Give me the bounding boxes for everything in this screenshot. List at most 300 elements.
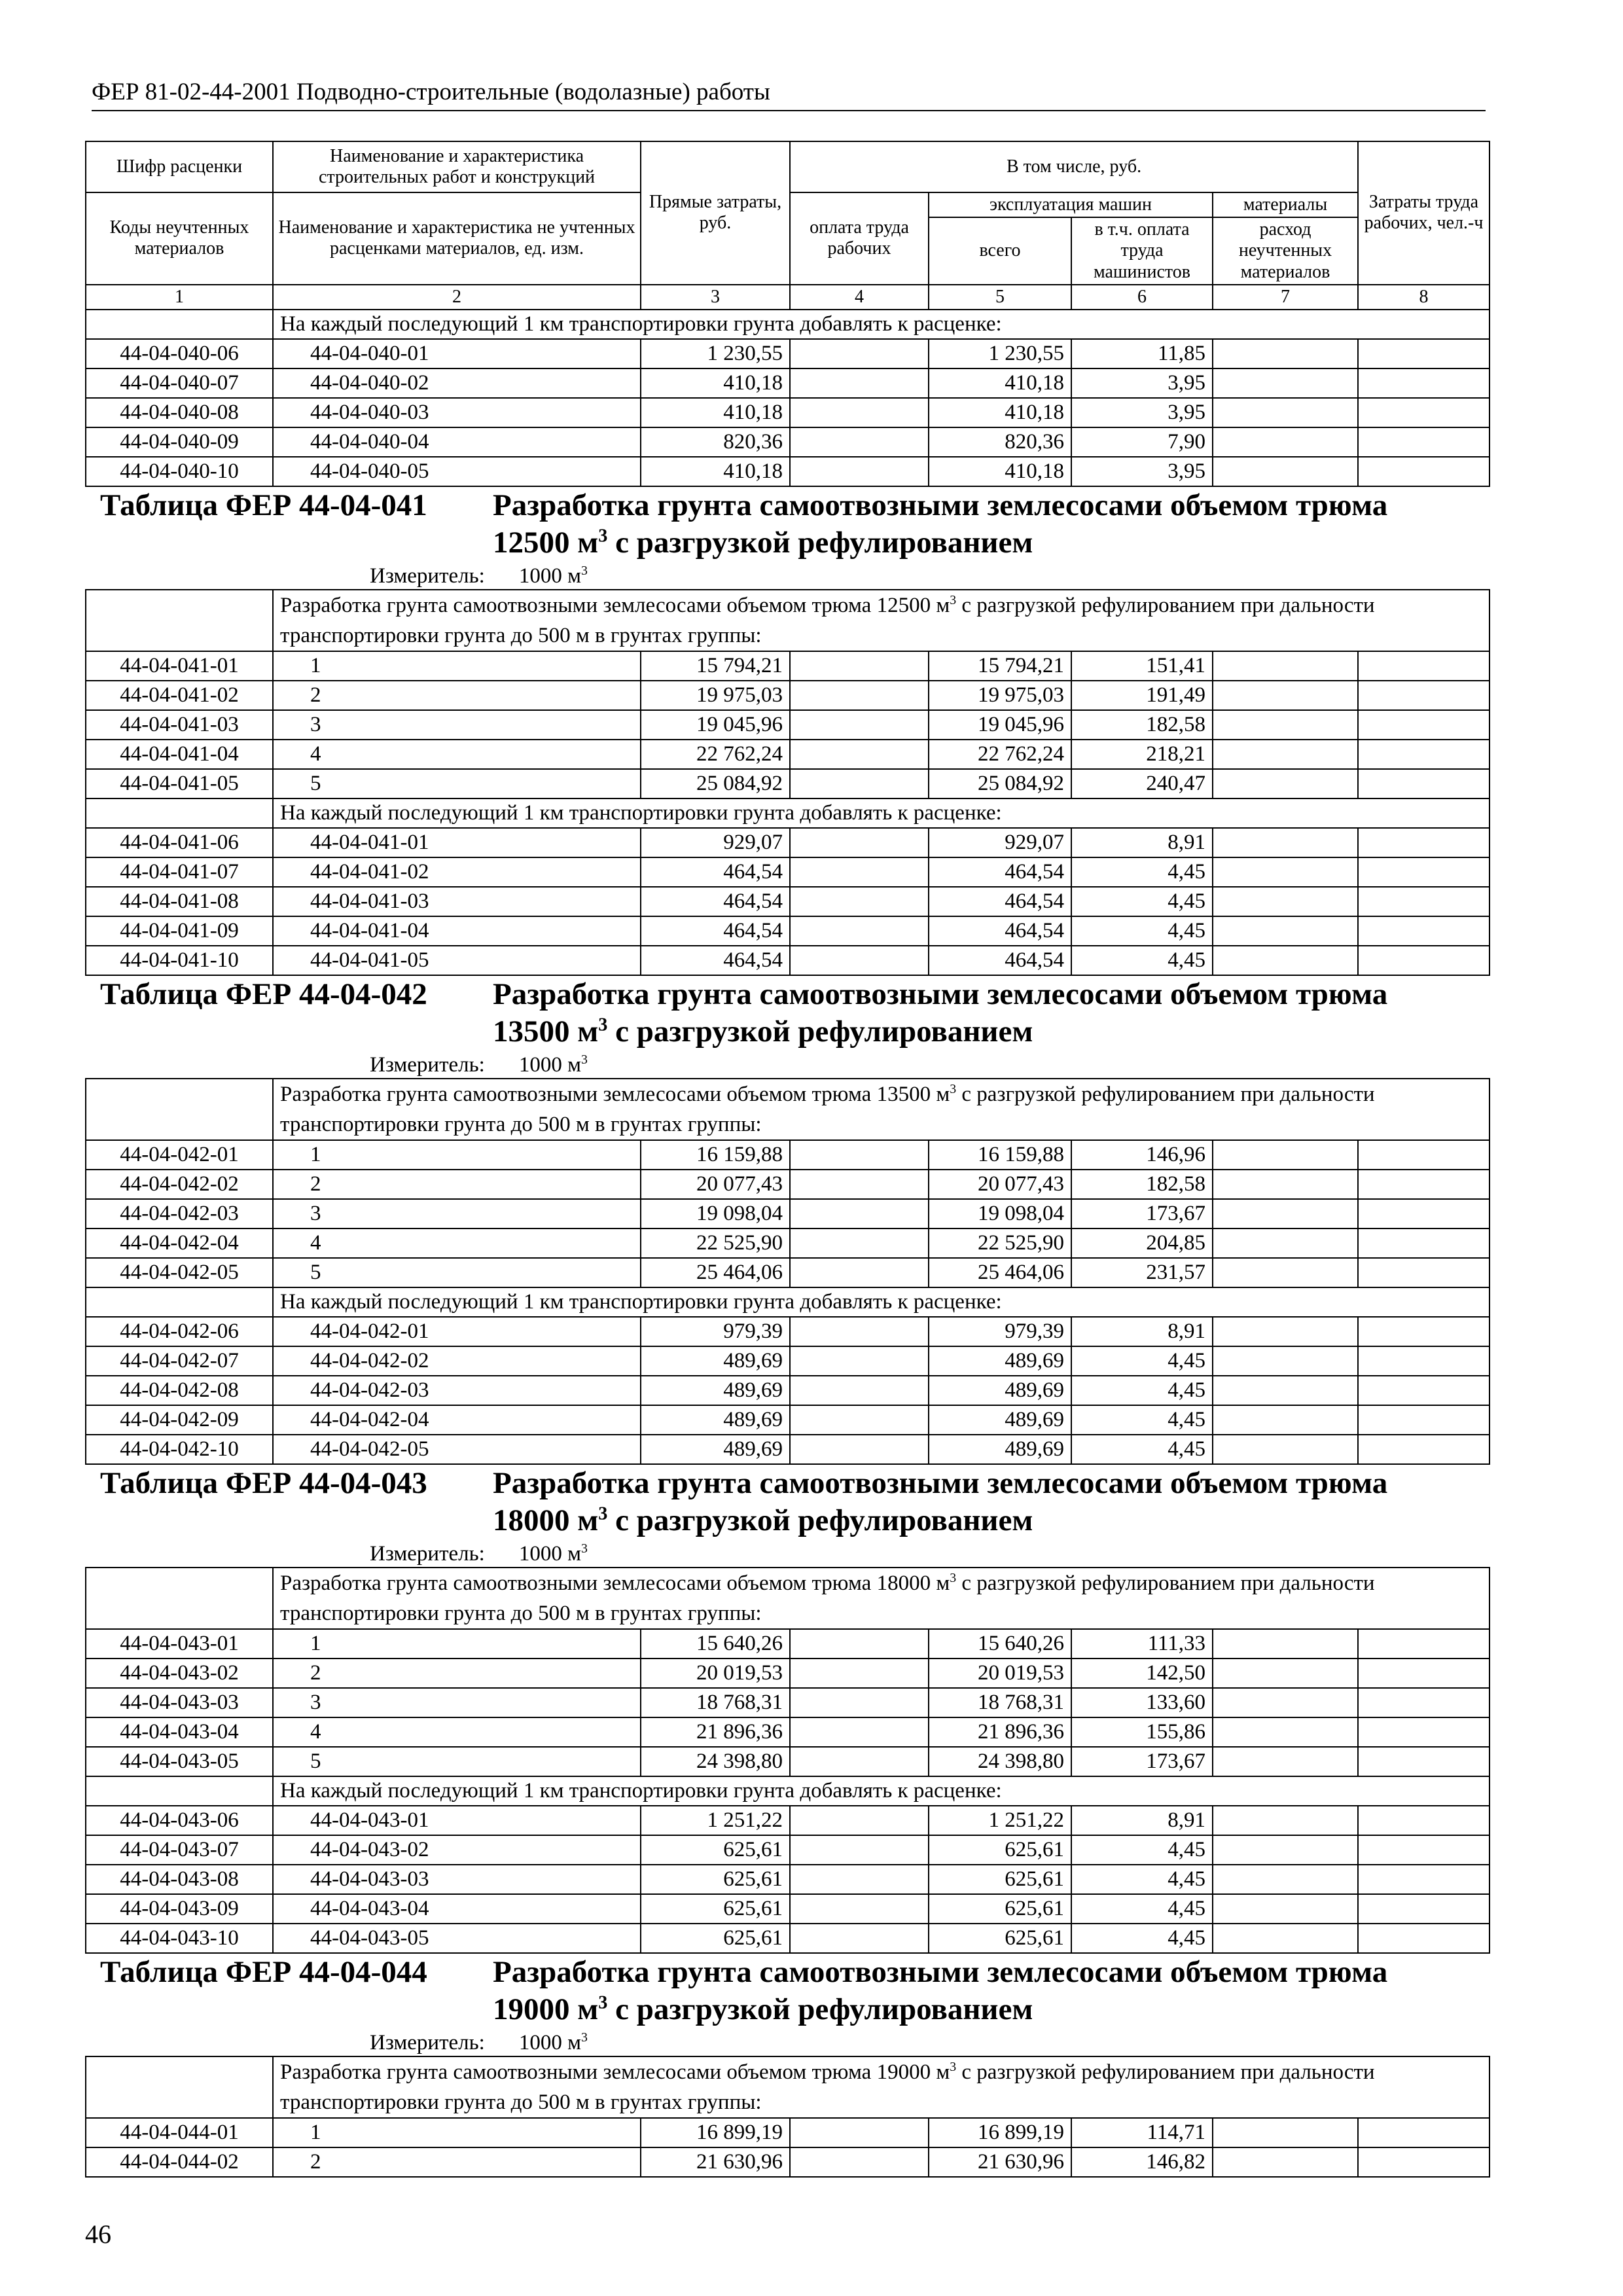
labor-cost bbox=[1358, 1688, 1489, 1717]
rate-name: 1 bbox=[273, 2118, 641, 2147]
table-row bbox=[86, 1835, 1489, 1865]
title-volume: 12500 м bbox=[493, 525, 599, 560]
table-row bbox=[86, 916, 1489, 946]
rate-code: 44-04-043-05 bbox=[86, 1747, 273, 1776]
materials-consumption bbox=[1213, 1435, 1358, 1464]
rate-code: 44-04-043-09 bbox=[86, 1894, 273, 1924]
labor-cost bbox=[1358, 1747, 1489, 1776]
rate-code: 44-04-042-02 bbox=[86, 1170, 273, 1199]
labor-cost bbox=[1358, 1346, 1489, 1376]
materials-consumption bbox=[1213, 887, 1358, 916]
table-body bbox=[86, 310, 1489, 2177]
direct-cost: 22 525,90 bbox=[641, 1229, 790, 1258]
table-row bbox=[86, 710, 1489, 740]
machines-total: 1 251,22 bbox=[929, 1806, 1071, 1835]
rate-code: 44-04-042-06 bbox=[86, 1317, 273, 1346]
rate-code: 44-04-043-04 bbox=[86, 1717, 273, 1747]
labor-cost bbox=[1358, 1835, 1489, 1865]
description-sup: 3 bbox=[950, 1570, 957, 1585]
materials-consumption bbox=[1213, 1894, 1358, 1924]
labor-cost bbox=[1358, 681, 1489, 710]
materials-consumption bbox=[1213, 1835, 1358, 1865]
labor-cost bbox=[1358, 1717, 1489, 1747]
machines-pay: 4,45 bbox=[1071, 946, 1213, 975]
table-row bbox=[86, 457, 1489, 486]
description-part: с разгрузкой рефулированием при дальности транспортировки грунта до 500 м в грунтах группы: bbox=[280, 1571, 1375, 1625]
labor-pay bbox=[790, 887, 929, 916]
rate-code: 44-04-041-01 bbox=[86, 651, 273, 681]
labor-cost bbox=[1358, 1629, 1489, 1659]
rate-code: 44-04-043-01 bbox=[86, 1629, 273, 1659]
machines-total: 625,61 bbox=[929, 1865, 1071, 1894]
direct-cost: 16 159,88 bbox=[641, 1140, 790, 1170]
machines-total: 19 098,04 bbox=[929, 1199, 1071, 1229]
labor-cost bbox=[1358, 1229, 1489, 1258]
title-rest: с разгрузкой рефулированием bbox=[607, 1014, 1033, 1049]
table-title-row bbox=[86, 1953, 1489, 2056]
table-row bbox=[86, 1435, 1489, 1464]
materials-consumption bbox=[1213, 1659, 1358, 1688]
note-text: На каждый последующий 1 км транспортировки грунта добавлять к расценке: bbox=[273, 310, 1489, 339]
labor-pay bbox=[790, 2118, 929, 2147]
labor-cost bbox=[1358, 427, 1489, 457]
machines-pay: 3,95 bbox=[1071, 368, 1213, 398]
table-row bbox=[86, 1806, 1489, 1835]
labor-pay bbox=[790, 1835, 929, 1865]
materials-consumption bbox=[1213, 1258, 1358, 1287]
machines-pay: 4,45 bbox=[1071, 1376, 1213, 1405]
measure-value: 1000 м bbox=[518, 564, 581, 588]
measure-unit bbox=[370, 563, 1483, 589]
description-sup: 3 bbox=[950, 2059, 957, 2074]
rate-name: 5 bbox=[273, 769, 641, 798]
materials-consumption bbox=[1213, 651, 1358, 681]
measure-sup: 3 bbox=[581, 2030, 588, 2045]
col-code-header: Шифр расценки bbox=[86, 141, 273, 192]
measure-label: Измеритель: bbox=[370, 564, 485, 588]
table-row bbox=[86, 828, 1489, 857]
title-unit-sup: 3 bbox=[598, 526, 608, 547]
machines-total: 464,54 bbox=[929, 946, 1071, 975]
table-row bbox=[86, 1140, 1489, 1170]
table-row bbox=[86, 339, 1489, 368]
direct-cost: 929,07 bbox=[641, 828, 790, 857]
title-volume: 18000 м bbox=[493, 1503, 599, 1537]
rate-code: 44-04-041-10 bbox=[86, 946, 273, 975]
measure-unit bbox=[370, 1541, 1483, 1567]
rate-code: 44-04-041-03 bbox=[86, 710, 273, 740]
labor-pay bbox=[790, 368, 929, 398]
table-title-line2 bbox=[493, 524, 1483, 562]
rate-code: 44-04-044-02 bbox=[86, 2147, 273, 2177]
machines-pay: 8,91 bbox=[1071, 1806, 1213, 1835]
materials-consumption bbox=[1213, 916, 1358, 946]
labor-pay bbox=[790, 1376, 929, 1405]
rate-name: 44-04-043-01 bbox=[273, 1806, 641, 1835]
materials-consumption bbox=[1213, 2147, 1358, 2177]
title-volume: 13500 м bbox=[493, 1014, 599, 1049]
table-title bbox=[370, 1954, 1483, 2056]
machines-total: 410,18 bbox=[929, 368, 1071, 398]
machines-total: 22 762,24 bbox=[929, 740, 1071, 769]
rate-name: 1 bbox=[273, 1140, 641, 1170]
labor-pay bbox=[790, 916, 929, 946]
rate-code: 44-04-043-06 bbox=[86, 1806, 273, 1835]
col-unaccounted-name-header: Наименование и характеристика не учтенных расценками материалов, ед. изм. bbox=[273, 192, 641, 285]
machines-total: 20 077,43 bbox=[929, 1170, 1071, 1199]
description-text bbox=[273, 2056, 1489, 2118]
rate-code: 44-04-044-01 bbox=[86, 2118, 273, 2147]
table-row bbox=[86, 1894, 1489, 1924]
table-row bbox=[86, 1258, 1489, 1287]
labor-cost bbox=[1358, 368, 1489, 398]
rate-code: 44-04-041-06 bbox=[86, 828, 273, 857]
table-row bbox=[86, 1170, 1489, 1199]
measure-label: Измеритель: bbox=[370, 1052, 485, 1077]
machines-pay: 4,45 bbox=[1071, 1435, 1213, 1464]
direct-cost: 489,69 bbox=[641, 1376, 790, 1405]
machines-total: 464,54 bbox=[929, 916, 1071, 946]
labor-cost bbox=[1358, 398, 1489, 427]
machines-pay: 8,91 bbox=[1071, 828, 1213, 857]
machines-pay: 4,45 bbox=[1071, 857, 1213, 887]
direct-cost: 1 230,55 bbox=[641, 339, 790, 368]
machines-total: 15 640,26 bbox=[929, 1629, 1071, 1659]
labor-pay bbox=[790, 2147, 929, 2177]
note-text: На каждый последующий 1 км транспортировки грунта добавлять к расценке: bbox=[273, 1287, 1489, 1317]
rate-code: 44-04-042-07 bbox=[86, 1346, 273, 1376]
rate-code: 44-04-042-08 bbox=[86, 1376, 273, 1405]
rate-name: 44-04-043-03 bbox=[273, 1865, 641, 1894]
rate-name: 44-04-042-05 bbox=[273, 1435, 641, 1464]
direct-cost: 22 762,24 bbox=[641, 740, 790, 769]
note-empty-cell bbox=[86, 798, 273, 828]
labor-pay bbox=[790, 339, 929, 368]
rate-code: 44-04-041-05 bbox=[86, 769, 273, 798]
description-text bbox=[273, 1568, 1489, 1629]
machines-pay: 173,67 bbox=[1071, 1199, 1213, 1229]
document-header: ФЕР 81-02-44-2001 Подводно-строительные (водолазные) работы bbox=[92, 77, 1486, 111]
materials-consumption bbox=[1213, 457, 1358, 486]
labor-cost bbox=[1358, 857, 1489, 887]
rate-code: 44-04-042-05 bbox=[86, 1258, 273, 1287]
note-empty-cell bbox=[86, 310, 273, 339]
direct-cost: 410,18 bbox=[641, 398, 790, 427]
col-number: 2 bbox=[273, 285, 641, 310]
table-row bbox=[86, 368, 1489, 398]
measure-value: 1000 м bbox=[518, 1052, 581, 1077]
machines-pay: 155,86 bbox=[1071, 1717, 1213, 1747]
labor-pay bbox=[790, 1346, 929, 1376]
rate-code: 44-04-042-10 bbox=[86, 1435, 273, 1464]
materials-consumption bbox=[1213, 1717, 1358, 1747]
direct-cost: 24 398,80 bbox=[641, 1747, 790, 1776]
rate-name: 44-04-043-04 bbox=[273, 1894, 641, 1924]
rate-name: 2 bbox=[273, 681, 641, 710]
rate-code: 44-04-041-09 bbox=[86, 916, 273, 946]
table-title-line2 bbox=[493, 1013, 1483, 1050]
materials-consumption bbox=[1213, 1747, 1358, 1776]
machines-pay: 182,58 bbox=[1071, 710, 1213, 740]
rate-name: 44-04-043-02 bbox=[273, 1835, 641, 1865]
description-empty-cell bbox=[86, 1568, 273, 1629]
machines-total: 19 975,03 bbox=[929, 681, 1071, 710]
rates-table bbox=[85, 141, 1490, 2178]
materials-consumption bbox=[1213, 769, 1358, 798]
note-row bbox=[86, 310, 1489, 339]
col-number: 3 bbox=[641, 285, 790, 310]
labor-pay bbox=[790, 1317, 929, 1346]
materials-consumption bbox=[1213, 857, 1358, 887]
machines-pay: 173,67 bbox=[1071, 1747, 1213, 1776]
labor-cost bbox=[1358, 651, 1489, 681]
rate-name: 4 bbox=[273, 1717, 641, 1747]
materials-consumption bbox=[1213, 1865, 1358, 1894]
table-row bbox=[86, 1405, 1489, 1435]
materials-consumption bbox=[1213, 1346, 1358, 1376]
materials-consumption bbox=[1213, 1140, 1358, 1170]
col-number: 5 bbox=[929, 285, 1071, 310]
description-sup: 3 bbox=[950, 592, 957, 607]
machines-pay: 4,45 bbox=[1071, 1405, 1213, 1435]
machines-pay: 231,57 bbox=[1071, 1258, 1213, 1287]
table-number: Таблица ФЕР 44-04-043 bbox=[100, 1465, 427, 1500]
machines-pay: 4,45 bbox=[1071, 1835, 1213, 1865]
labor-pay bbox=[790, 1894, 929, 1924]
table-row bbox=[86, 1199, 1489, 1229]
machines-total: 21 896,36 bbox=[929, 1717, 1071, 1747]
measure-sup: 3 bbox=[581, 563, 588, 578]
labor-pay bbox=[790, 1717, 929, 1747]
table-row bbox=[86, 769, 1489, 798]
note-text: На каждый последующий 1 км транспортировки грунта добавлять к расценке: bbox=[273, 1776, 1489, 1806]
rate-name: 44-04-041-02 bbox=[273, 857, 641, 887]
direct-cost: 489,69 bbox=[641, 1405, 790, 1435]
materials-consumption bbox=[1213, 1924, 1358, 1953]
machines-total: 1 230,55 bbox=[929, 339, 1071, 368]
table-title-row bbox=[86, 975, 1489, 1079]
col-direct-header: Прямые затраты, руб. bbox=[641, 141, 790, 285]
rate-name: 44-04-041-03 bbox=[273, 887, 641, 916]
rate-code: 44-04-043-08 bbox=[86, 1865, 273, 1894]
rate-name: 1 bbox=[273, 1629, 641, 1659]
direct-cost: 25 464,06 bbox=[641, 1258, 790, 1287]
materials-consumption bbox=[1213, 710, 1358, 740]
machines-total: 625,61 bbox=[929, 1924, 1071, 1953]
table-row bbox=[86, 1924, 1489, 1953]
direct-cost: 15 794,21 bbox=[641, 651, 790, 681]
labor-cost bbox=[1358, 1865, 1489, 1894]
table-row bbox=[86, 1317, 1489, 1346]
description-part: Разработка грунта самоотвозными землесосами объемом трюма 19000 м bbox=[280, 2060, 950, 2084]
rate-name: 44-04-041-05 bbox=[273, 946, 641, 975]
direct-cost: 16 899,19 bbox=[641, 2118, 790, 2147]
labor-pay bbox=[790, 457, 929, 486]
table-row bbox=[86, 1659, 1489, 1688]
table-row bbox=[86, 1346, 1489, 1376]
materials-consumption bbox=[1213, 2118, 1358, 2147]
table-title bbox=[370, 1465, 1483, 1567]
rate-name: 44-04-043-05 bbox=[273, 1924, 641, 1953]
table-row bbox=[86, 651, 1489, 681]
direct-cost: 21 630,96 bbox=[641, 2147, 790, 2177]
direct-cost: 15 640,26 bbox=[641, 1629, 790, 1659]
description-part: с разгрузкой рефулированием при дальности транспортировки грунта до 500 м в грунтах группы: bbox=[280, 593, 1375, 647]
machines-total: 464,54 bbox=[929, 887, 1071, 916]
machines-pay: 4,45 bbox=[1071, 1924, 1213, 1953]
labor-cost bbox=[1358, 1258, 1489, 1287]
labor-cost bbox=[1358, 1405, 1489, 1435]
machines-total: 15 794,21 bbox=[929, 651, 1071, 681]
rate-name: 2 bbox=[273, 2147, 641, 2177]
labor-pay bbox=[790, 710, 929, 740]
labor-cost bbox=[1358, 1894, 1489, 1924]
labor-cost bbox=[1358, 1317, 1489, 1346]
direct-cost: 1 251,22 bbox=[641, 1806, 790, 1835]
rate-name: 44-04-042-01 bbox=[273, 1317, 641, 1346]
labor-cost bbox=[1358, 887, 1489, 916]
description-part: Разработка грунта самоотвозными землесосами объемом трюма 18000 м bbox=[280, 1571, 950, 1595]
labor-cost bbox=[1358, 1924, 1489, 1953]
labor-cost bbox=[1358, 1435, 1489, 1464]
rate-name: 2 bbox=[273, 1659, 641, 1688]
rate-name: 3 bbox=[273, 1199, 641, 1229]
labor-cost bbox=[1358, 710, 1489, 740]
machines-total: 24 398,80 bbox=[929, 1747, 1071, 1776]
direct-cost: 18 768,31 bbox=[641, 1688, 790, 1717]
labor-cost bbox=[1358, 1140, 1489, 1170]
col-labor-pay-header: оплата труда рабочих bbox=[790, 192, 929, 285]
description-row bbox=[86, 590, 1489, 651]
direct-cost: 19 975,03 bbox=[641, 681, 790, 710]
col-labor-header: Затраты труда рабочих, чел.-ч bbox=[1358, 141, 1489, 285]
machines-total: 410,18 bbox=[929, 457, 1071, 486]
description-row bbox=[86, 1079, 1489, 1140]
description-row bbox=[86, 2056, 1489, 2118]
table-row bbox=[86, 740, 1489, 769]
col-number: 8 bbox=[1358, 285, 1489, 310]
rate-name: 5 bbox=[273, 1747, 641, 1776]
table-row bbox=[86, 1688, 1489, 1717]
description-part: Разработка грунта самоотвозными землесосами объемом трюма 12500 м bbox=[280, 593, 950, 617]
direct-cost: 979,39 bbox=[641, 1317, 790, 1346]
table-title-line1: Разработка грунта самоотвозными землесосами объемом трюма bbox=[493, 1465, 1388, 1500]
col-materials-header: материалы bbox=[1213, 192, 1358, 217]
measure-sup: 3 bbox=[581, 1052, 588, 1067]
labor-pay bbox=[790, 1199, 929, 1229]
rate-code: 44-04-040-09 bbox=[86, 427, 273, 457]
rate-code: 44-04-043-03 bbox=[86, 1688, 273, 1717]
direct-cost: 464,54 bbox=[641, 857, 790, 887]
machines-pay: 4,45 bbox=[1071, 916, 1213, 946]
table-row bbox=[86, 1747, 1489, 1776]
machines-total: 18 768,31 bbox=[929, 1688, 1071, 1717]
machines-pay: 3,95 bbox=[1071, 398, 1213, 427]
labor-pay bbox=[790, 769, 929, 798]
table-row bbox=[86, 1865, 1489, 1894]
rate-code: 44-04-040-07 bbox=[86, 368, 273, 398]
labor-cost bbox=[1358, 946, 1489, 975]
rate-code: 44-04-041-04 bbox=[86, 740, 273, 769]
labor-cost bbox=[1358, 916, 1489, 946]
measure-value: 1000 м bbox=[518, 2030, 581, 2054]
labor-cost bbox=[1358, 1376, 1489, 1405]
machines-pay: 133,60 bbox=[1071, 1688, 1213, 1717]
rate-name: 44-04-040-02 bbox=[273, 368, 641, 398]
machines-total: 489,69 bbox=[929, 1405, 1071, 1435]
description-part: Разработка грунта самоотвозными землесосами объемом трюма 13500 м bbox=[280, 1082, 950, 1106]
rate-name: 44-04-042-04 bbox=[273, 1405, 641, 1435]
labor-cost bbox=[1358, 828, 1489, 857]
description-text bbox=[273, 590, 1489, 651]
labor-cost bbox=[1358, 2118, 1489, 2147]
materials-consumption bbox=[1213, 740, 1358, 769]
machines-pay: 146,82 bbox=[1071, 2147, 1213, 2177]
col-machines-pay-header: в т.ч. оплата труда машинистов bbox=[1071, 217, 1213, 285]
measure-value: 1000 м bbox=[518, 1541, 581, 1566]
table-row bbox=[86, 681, 1489, 710]
rate-name: 44-04-042-03 bbox=[273, 1376, 641, 1405]
machines-total: 20 019,53 bbox=[929, 1659, 1071, 1688]
table-title-cell bbox=[86, 975, 1489, 1079]
table-title bbox=[370, 487, 1483, 589]
machines-pay: 218,21 bbox=[1071, 740, 1213, 769]
machines-total: 489,69 bbox=[929, 1376, 1071, 1405]
table-title bbox=[370, 976, 1483, 1078]
note-empty-cell bbox=[86, 1287, 273, 1317]
machines-pay: 240,47 bbox=[1071, 769, 1213, 798]
note-row bbox=[86, 1776, 1489, 1806]
rate-code: 44-04-043-07 bbox=[86, 1835, 273, 1865]
note-text: На каждый последующий 1 км транспортировки грунта добавлять к расценке: bbox=[273, 798, 1489, 828]
machines-total: 16 159,88 bbox=[929, 1140, 1071, 1170]
title-rest: с разгрузкой рефулированием bbox=[607, 1992, 1033, 2026]
rate-name: 4 bbox=[273, 740, 641, 769]
machines-total: 410,18 bbox=[929, 398, 1071, 427]
note-row bbox=[86, 798, 1489, 828]
table-row bbox=[86, 1376, 1489, 1405]
machines-total: 19 045,96 bbox=[929, 710, 1071, 740]
machines-pay: 146,96 bbox=[1071, 1140, 1213, 1170]
direct-cost: 464,54 bbox=[641, 887, 790, 916]
machines-pay: 111,33 bbox=[1071, 1629, 1213, 1659]
materials-consumption bbox=[1213, 1229, 1358, 1258]
labor-pay bbox=[790, 1865, 929, 1894]
labor-pay bbox=[790, 1659, 929, 1688]
measure-label: Измеритель: bbox=[370, 1541, 485, 1566]
direct-cost: 625,61 bbox=[641, 1865, 790, 1894]
table-row bbox=[86, 2118, 1489, 2147]
title-unit-sup: 3 bbox=[598, 1992, 608, 2013]
table-title-line1: Разработка грунта самоотвозными землесосами объемом трюма bbox=[493, 488, 1388, 522]
labor-cost bbox=[1358, 740, 1489, 769]
direct-cost: 19 098,04 bbox=[641, 1199, 790, 1229]
labor-cost bbox=[1358, 1170, 1489, 1199]
materials-consumption bbox=[1213, 681, 1358, 710]
labor-pay bbox=[790, 427, 929, 457]
measure-label: Измеритель: bbox=[370, 2030, 485, 2054]
table-number: Таблица ФЕР 44-04-044 bbox=[100, 1954, 427, 1989]
machines-pay: 4,45 bbox=[1071, 1894, 1213, 1924]
col-number: 4 bbox=[790, 285, 929, 310]
labor-pay bbox=[790, 1806, 929, 1835]
page-number: 46 bbox=[85, 2219, 111, 2249]
col-machines-header: эксплуатация машин bbox=[929, 192, 1213, 217]
labor-pay bbox=[790, 398, 929, 427]
description-empty-cell bbox=[86, 1079, 273, 1140]
materials-consumption bbox=[1213, 1806, 1358, 1835]
rate-name: 44-04-040-05 bbox=[273, 457, 641, 486]
